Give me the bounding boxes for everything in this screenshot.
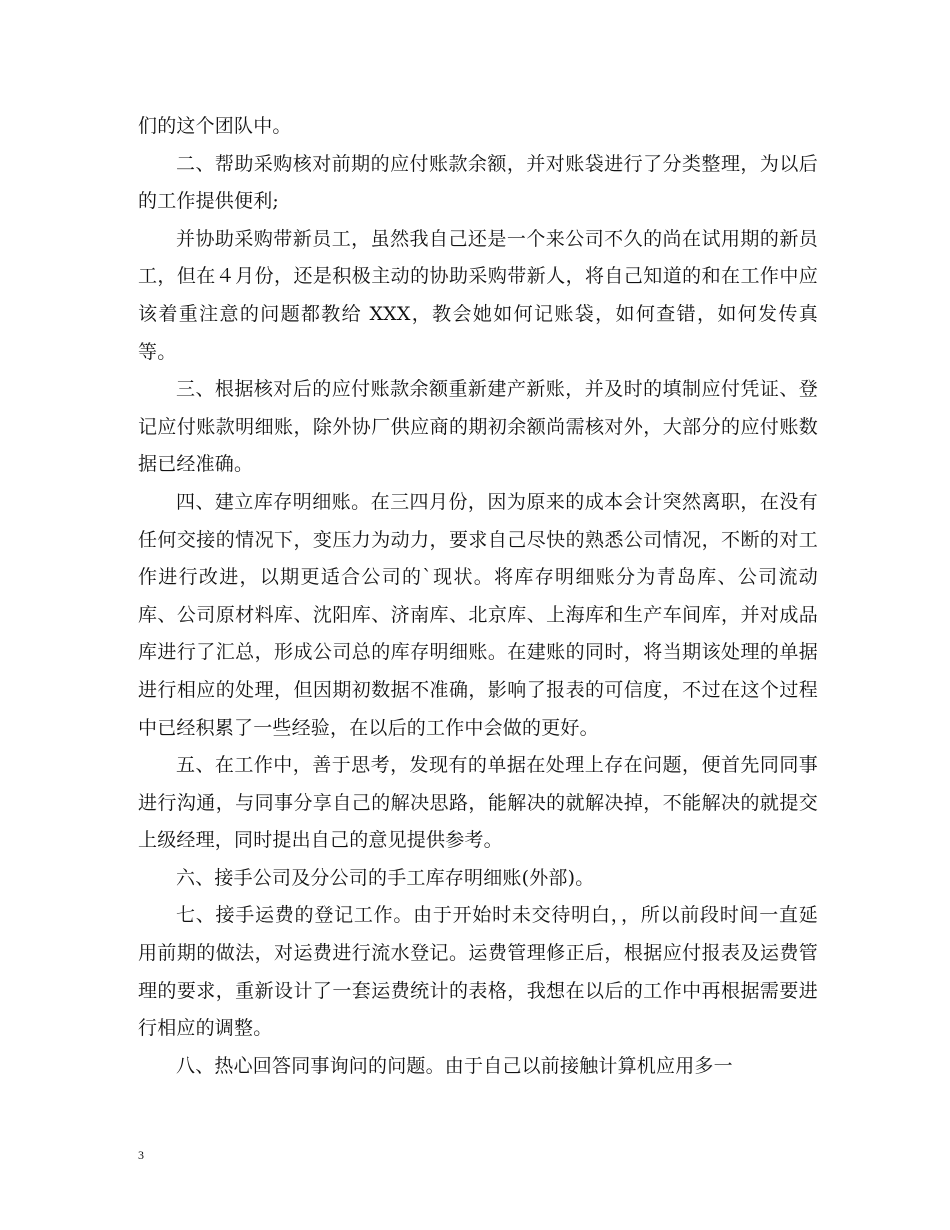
- paragraph-item-three: 三、根据核对后的应付账款余额重新建产新账，并及时的填制应付凭证、登记应付账款明细账，除外协厂供应商的期初余额尚需核对外，大部分的应付账数据已经准确。: [138, 378, 818, 476]
- paragraph-item-eight: 八、热心回答同事询问的问题。由于自己以前接触计算机应用多一: [176, 1054, 733, 1077]
- paragraph-item-six: 六、接手公司及分公司的手工库存明细账(外部)。: [176, 866, 595, 889]
- paragraph-team-continuation: 们的这个团队中。: [138, 115, 292, 137]
- paragraph-item-two: 二、帮助采购核对前期的应付账款余额，并对账袋进行了分类整理，为以后的工作提供便利;: [138, 152, 818, 213]
- paragraph-new-employee: 并协助采购带新员工，虽然我自己还是一个来公司不久的尚在试用期的新员工，但在４月份，还是积极主动的协助采购带新人，将自己知道的和在工作中应该着重注意的问题都教给 XXX，教会她如何记账袋，如何查错，如何发传真等。: [138, 227, 818, 363]
- paragraph-item-four: 四、建立库存明细账。在三四月份，因为原来的成本会计突然离职，在没有任何交接的情况下，变压力为动力，要求自己尽快的熟悉公司情况，不断的对工作进行改进，以期更适合公司的`现状。将库存明细账分为青岛库、公司流动库、公司原材料库、沈阳库、济南库、北京库、上海库和生产车间库，并对成品库进行了汇总，形成公司总的库存明细账。在建账的同时，将当期该处理的单据进行相应的处理，但因期初数据不准确，影响了报表的可信度，不过在这个过程中已经积累了一些经验，在以后的工作中会做的更好。: [138, 490, 818, 739]
- paragraph-item-five: 五、在工作中，善于思考，发现有的单据在处理上存在问题，便首先同同事进行沟通，与同事分享自己的解决思路，能解决的就解决掉，不能解决的就提交上级经理，同时提出自己的意见提供参考。: [138, 754, 818, 852]
- page-number: 3: [138, 1148, 144, 1162]
- paragraph-item-seven: 七、接手运费的登记工作。由于开始时未交待明白，，所以前段时间一直延用前期的做法，对运费进行流水登记。运费管理修正后，根据应付报表及运费管理的要求，重新设计了一套运费统计的表格，我想在以后的工作中再根据需要进行相应的调整。: [138, 904, 818, 1040]
- document-body: [138, 108, 818, 1085]
